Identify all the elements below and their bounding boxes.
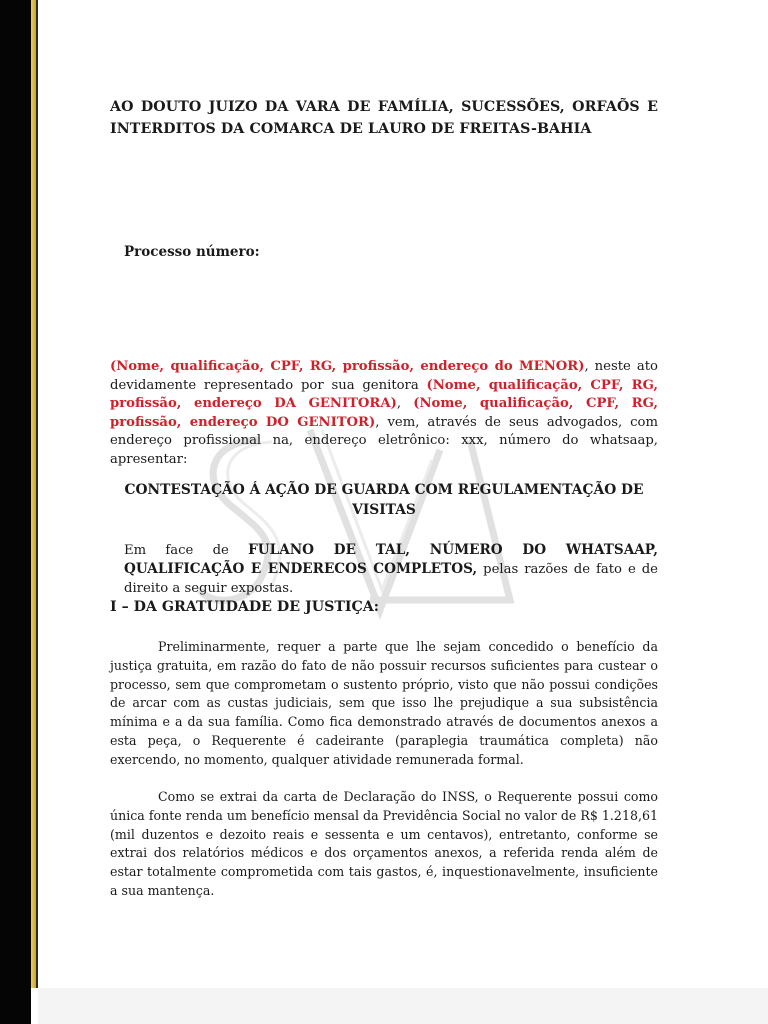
against-suffix: pelas razões de fato e de direito a seguir expostas. <box>124 562 658 596</box>
mother-placeholder: (Nome, qualificação, CPF, RG, profissão, endereço DA GENITORA) <box>110 377 658 411</box>
paragraph-gratuidade-1 <box>110 638 658 770</box>
left-margin-black-bar <box>0 0 31 1024</box>
intro-text-1: , neste ato devidamente representado por sua genitora <box>110 359 658 393</box>
process-number-label: Processo número: <box>124 244 260 260</box>
against-party: FULANO DE TAL, NÚMERO DO WHATSAAP, QUALIFICAÇÃO E ENDERECOS COMPLETOS, <box>124 542 659 577</box>
heading-line-2: INTERDITOS DA COMARCA DE LAURO DE FREITAS-BAHIA <box>110 121 592 137</box>
intro-paragraph <box>110 358 658 469</box>
court-heading <box>110 96 658 140</box>
page-bottom-band <box>38 988 768 1024</box>
intro-text-2: , <box>396 396 414 411</box>
minor-placeholder: (Nome, qualificação, CPF, RG, profissão, endereço do MENOR) <box>110 359 585 374</box>
paragraph-2-text: Como se extrai da carta de Declaração do INSS, o Requerente possui como única fonte renda um benefício mensal da Previdência Social no valor de R$ 1.218,61 (mil duzentos e dezoito reais e sessenta e um centavos), entretanto, conforme se extrai dos relatórios médicos e dos orçamentos anexos, a referida renda além de estar totalmente comprometida com tais gastos, é, inquestionavelmente, insuficiente a sua mantença. <box>110 789 658 898</box>
father-placeholder: (Nome, qualificação, CPF, RG, profissão, endereço DO GENITOR) <box>110 396 658 430</box>
against-paragraph <box>124 541 658 598</box>
section-title-gratuidade: I – DA GRATUIDADE DE JUSTIÇA: <box>110 599 380 615</box>
intro-text-3: , vem, através de seus advogados, com endereço profissional na, endereço eletrônico: xxx, número do whatsaap, apresentar: <box>110 414 658 467</box>
left-margin-dark-stripe <box>36 0 38 988</box>
action-title: CONTESTAÇÃO Á AÇÃO DE GUARDA COM REGULAMENTAÇÃO DE VISITAS <box>124 482 644 518</box>
against-prefix: Em face de <box>124 543 249 558</box>
heading-line-1: AO DOUTO JUIZO DA VARA DE FAMÍLIA, SUCESSÕES, ORFAÕS E <box>110 99 658 115</box>
paragraph-gratuidade-2 <box>110 788 658 901</box>
paragraph-1-text: Preliminarmente, requer a parte que lhe sejam concedido o benefício da justiça gratuita, em razão do fato de não possuir recursos suficientes para custear o processo, sem que comprometam o sustento próprio, visto que não possui condições de arcar com as custas judiciais, sem que isso lhe prejudique a sua subsistência mínima e a da sua família. Como fica demonstrado através de documentos anexos a esta peça, o Requerente é cadeirante (paraplegia traumática completa) não exercendo, no momento, qualquer atividade remunerada formal. <box>110 639 658 767</box>
